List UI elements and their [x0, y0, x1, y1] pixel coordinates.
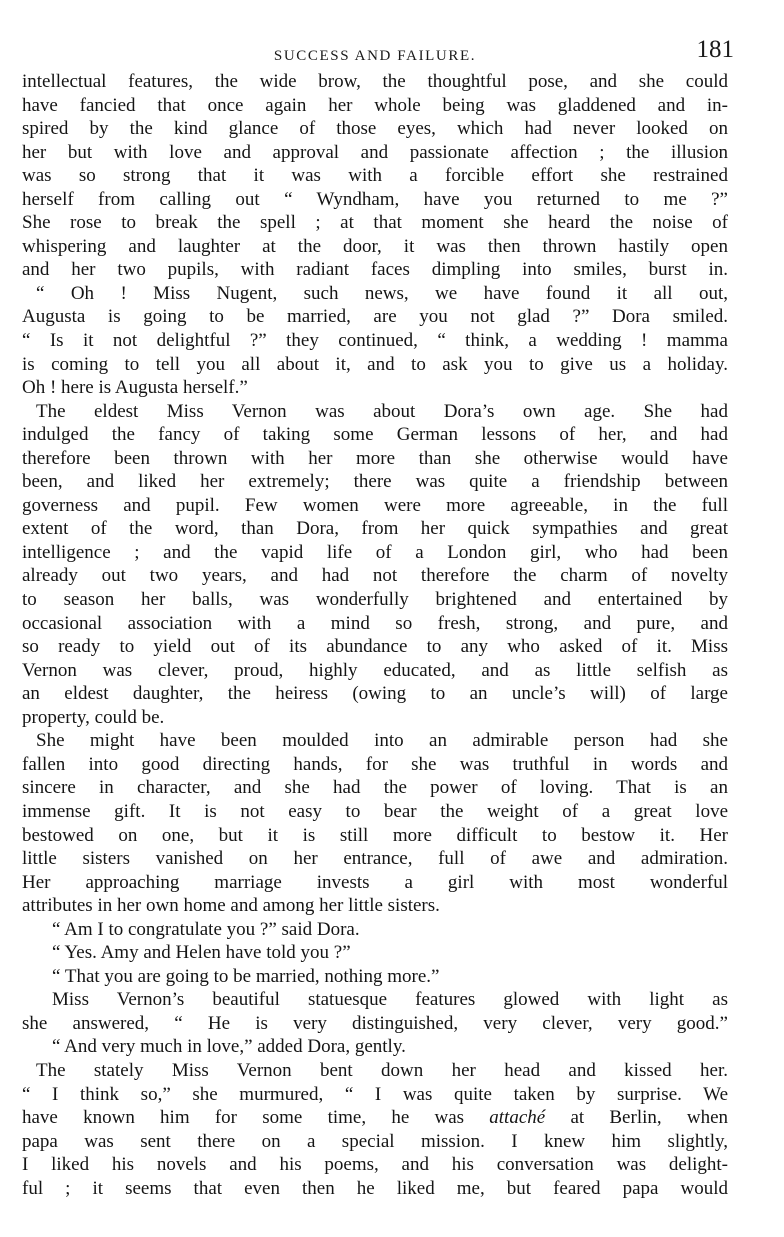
text-line: “ Am I to congratulate you ?” said Dora. — [52, 918, 360, 940]
text-line: have fancied that once again her whole being was gladdened and in- — [22, 94, 728, 116]
text-line: an eldest daughter, the heiress (owing to an uncle’s will) of large — [22, 683, 728, 705]
text-line: spired by the kind glance of those eyes, which had never looked on — [22, 118, 728, 140]
page-number: 181 — [696, 36, 734, 63]
text-line: her but with love and approval and passionate affection ; the illusion — [22, 141, 728, 163]
text-line: “ That you are going to be married, nothing more.” — [52, 965, 440, 987]
text-line: I liked his novels and his poems, and his conversation was delight- — [22, 1154, 728, 1176]
text-line: property, could be. — [22, 706, 165, 728]
text-line: ful ; it seems that even then he liked me, but feared papa would — [22, 1177, 728, 1199]
text-line: been, and liked her extremely; there was quite a friendship between — [22, 471, 728, 493]
text-line: “ I think so,” she murmured, “ I was quite taken by surprise. We — [22, 1083, 728, 1105]
text-line: indulged the fancy of taking some German lessons of her, and had — [22, 424, 728, 446]
text-line: fallen into good directing hands, for she was truthful in words and — [22, 753, 728, 775]
text-line: intellectual features, the wide brow, the thoughtful pose, and she could — [22, 71, 728, 92]
text-line: The eldest Miss Vernon was about Dora’s own age. She had — [36, 400, 728, 422]
text-line: whispering and laughter at the door, it was then thrown hastily open — [22, 235, 728, 257]
text-line: papa was sent there on a special mission. I knew him slightly, — [22, 1130, 728, 1152]
text-line: therefore been thrown with her more than she otherwise would have — [22, 447, 728, 469]
text-segment: have known him for some time, he was — [22, 1107, 465, 1129]
text-line: She rose to break the spell ; at that moment she heard the noise of — [22, 212, 728, 234]
text-line: sincere in character, and she had the power of loving. That is an — [22, 777, 728, 799]
text-line: already out two years, and had not therefore the charm of novelty — [22, 565, 728, 587]
text-line: Oh ! here is Augusta herself.” — [22, 377, 248, 399]
text-line: attributes in her own home and among her little sisters. — [22, 895, 440, 917]
running-head — [22, 30, 734, 70]
text-line: She might have been moulded into an admirable person had she — [36, 730, 728, 752]
text-line: occasional association with a mind so fresh, strong, and pure, and — [22, 612, 728, 634]
text-line: herself from calling out “ Wyndham, have you returned to me ?” — [22, 188, 728, 210]
text-line: “ Oh ! Miss Nugent, such news, we have found it all out, — [36, 282, 728, 304]
text-line: so ready to yield out of its abundance to any who asked of it. Miss — [22, 636, 728, 658]
text-line: is coming to tell you all about it, and to ask you to give us a holiday. — [22, 353, 728, 375]
text-line: she answered, “ He is very distinguished, very clever, very good.” — [22, 1012, 728, 1034]
italic-word: attaché — [489, 1107, 546, 1129]
text-line: extent of the word, than Dora, from her quick sympathies and great — [22, 518, 728, 540]
text-line: to season her balls, was wonderfully brightened and entertained by — [22, 589, 728, 611]
text-line: “ Is it not delightful ?” they continued, “ think, a wedding ! mamma — [22, 330, 728, 352]
text-line: The stately Miss Vernon bent down her head and kissed her. — [36, 1059, 728, 1081]
text-line: intelligence ; and the vapid life of a London girl, who had been — [22, 541, 728, 563]
text-line: “ And very much in love,” added Dora, gently. — [52, 1036, 406, 1058]
text-line: and her two pupils, with radiant faces dimpling into smiles, burst in. — [22, 259, 728, 281]
text-line: governess and pupil. Few women were more agreeable, in the full — [22, 494, 728, 516]
text-line-with-italic — [22, 1106, 728, 1130]
text-segment: at Berlin, when — [570, 1107, 729, 1129]
text-line: was so strong that it was with a forcible effort she restrained — [22, 165, 728, 187]
book-page — [22, 30, 734, 1200]
body-text — [22, 70, 728, 1200]
text-line: Augusta is going to be married, are you not glad ?” Dora smiled. — [22, 306, 728, 328]
text-line: little sisters vanished on her entrance, full of awe and admiration. — [22, 848, 728, 870]
running-title: SUCCESS AND FAILURE. — [273, 48, 477, 64]
text-line: Her approaching marriage invests a girl with most wonderful — [22, 871, 728, 893]
text-line: immense gift. It is not easy to bear the weight of a great love — [22, 800, 728, 822]
text-line: bestowed on one, but it is still more difficult to bestow it. Her — [22, 824, 728, 846]
text-line: “ Yes. Amy and Helen have told you ?” — [52, 942, 351, 964]
text-line: Vernon was clever, proud, highly educated, and as little selfish as — [22, 659, 728, 681]
text-line: Miss Vernon’s beautiful statuesque features glowed with light as — [52, 989, 728, 1011]
